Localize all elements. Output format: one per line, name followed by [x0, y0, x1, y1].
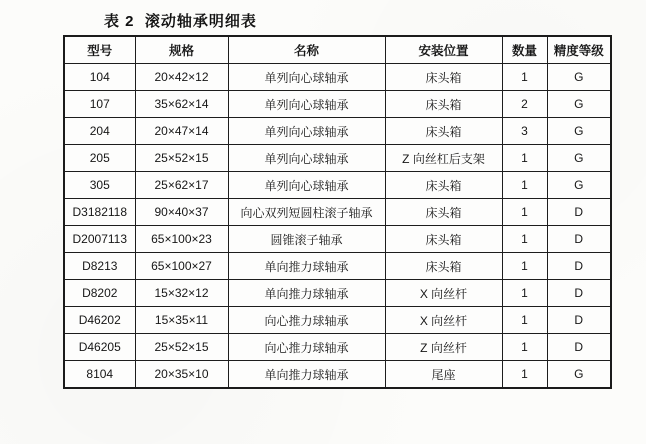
cell-model: 107 — [64, 91, 135, 118]
cell-grade: G — [547, 361, 611, 389]
table-title: 表 2 滚动轴承明细表 — [104, 13, 257, 30]
cell-spec: 65×100×23 — [135, 226, 228, 253]
cell-model: 8104 — [64, 361, 135, 389]
cell-spec: 90×40×37 — [135, 199, 228, 226]
cell-quantity: 1 — [502, 226, 547, 253]
cell-quantity: 1 — [502, 280, 547, 307]
cell-grade: G — [547, 145, 611, 172]
cell-position: 床头箱 — [385, 64, 502, 91]
cell-position: X 向丝杆 — [385, 307, 502, 334]
cell-quantity: 1 — [502, 334, 547, 361]
table-row — [64, 226, 611, 253]
cell-name: 单列向心球轴承 — [228, 145, 385, 172]
table-row — [64, 118, 611, 145]
cell-model: D2007113 — [64, 226, 135, 253]
cell-grade: G — [547, 118, 611, 145]
table-body — [64, 64, 611, 389]
cell-spec: 25×52×15 — [135, 334, 228, 361]
cell-name: 向心推力球轴承 — [228, 334, 385, 361]
column-header-grade: 精度等级 — [547, 36, 611, 64]
cell-quantity: 1 — [502, 253, 547, 280]
cell-spec: 35×62×14 — [135, 91, 228, 118]
cell-model: D46202 — [64, 307, 135, 334]
cell-quantity: 1 — [502, 172, 547, 199]
cell-model: 104 — [64, 64, 135, 91]
cell-grade: D — [547, 307, 611, 334]
cell-model: D46205 — [64, 334, 135, 361]
cell-grade: D — [547, 253, 611, 280]
table-row — [64, 64, 611, 91]
cell-name: 单列向心球轴承 — [228, 91, 385, 118]
cell-spec: 20×42×12 — [135, 64, 228, 91]
cell-name: 单列向心球轴承 — [228, 172, 385, 199]
cell-model: D8202 — [64, 280, 135, 307]
cell-position: Z 向丝杠后支架 — [385, 145, 502, 172]
cell-spec: 25×52×15 — [135, 145, 228, 172]
bearing-detail-table — [63, 35, 612, 389]
table-row — [64, 361, 611, 389]
cell-name: 单列向心球轴承 — [228, 64, 385, 91]
header-row — [64, 36, 611, 64]
column-header-position: 安装位置 — [385, 36, 502, 64]
column-header-model: 型号 — [64, 36, 135, 64]
cell-name: 单向推力球轴承 — [228, 253, 385, 280]
cell-grade: D — [547, 226, 611, 253]
column-header-name: 名称 — [228, 36, 385, 64]
cell-spec: 25×62×17 — [135, 172, 228, 199]
table-row — [64, 280, 611, 307]
cell-name: 向心双列短圆柱滚子轴承 — [228, 199, 385, 226]
cell-quantity: 2 — [502, 91, 547, 118]
cell-model: 204 — [64, 118, 135, 145]
cell-name: 单向推力球轴承 — [228, 361, 385, 389]
cell-position: 尾座 — [385, 361, 502, 389]
cell-spec: 15×32×12 — [135, 280, 228, 307]
cell-name: 单列向心球轴承 — [228, 118, 385, 145]
column-header-spec: 规格 — [135, 36, 228, 64]
cell-model: D3182118 — [64, 199, 135, 226]
cell-model: 205 — [64, 145, 135, 172]
cell-spec: 15×35×11 — [135, 307, 228, 334]
table-row — [64, 91, 611, 118]
cell-grade: G — [547, 64, 611, 91]
table-row — [64, 199, 611, 226]
cell-position: 床头箱 — [385, 91, 502, 118]
cell-name: 单向推力球轴承 — [228, 280, 385, 307]
cell-position: 床头箱 — [385, 118, 502, 145]
cell-model: D8213 — [64, 253, 135, 280]
cell-name: 圆锥滚子轴承 — [228, 226, 385, 253]
cell-quantity: 1 — [502, 145, 547, 172]
cell-quantity: 3 — [502, 118, 547, 145]
cell-model: 305 — [64, 172, 135, 199]
cell-grade: D — [547, 280, 611, 307]
column-header-quantity: 数量 — [502, 36, 547, 64]
cell-position: 床头箱 — [385, 199, 502, 226]
table-row — [64, 172, 611, 199]
cell-spec: 20×47×14 — [135, 118, 228, 145]
cell-quantity: 1 — [502, 307, 547, 334]
cell-position: 床头箱 — [385, 253, 502, 280]
table-row — [64, 334, 611, 361]
cell-grade: D — [547, 199, 611, 226]
table-row — [64, 253, 611, 280]
cell-position: 床头箱 — [385, 226, 502, 253]
cell-quantity: 1 — [502, 361, 547, 389]
cell-quantity: 1 — [502, 199, 547, 226]
cell-name: 向心推力球轴承 — [228, 307, 385, 334]
cell-grade: D — [547, 334, 611, 361]
cell-grade: G — [547, 172, 611, 199]
cell-grade: G — [547, 91, 611, 118]
cell-spec: 20×35×10 — [135, 361, 228, 389]
cell-position: 床头箱 — [385, 172, 502, 199]
table-row — [64, 145, 611, 172]
table-row — [64, 307, 611, 334]
cell-quantity: 1 — [502, 64, 547, 91]
cell-position: X 向丝杆 — [385, 280, 502, 307]
cell-position: Z 向丝杆 — [385, 334, 502, 361]
cell-spec: 65×100×27 — [135, 253, 228, 280]
